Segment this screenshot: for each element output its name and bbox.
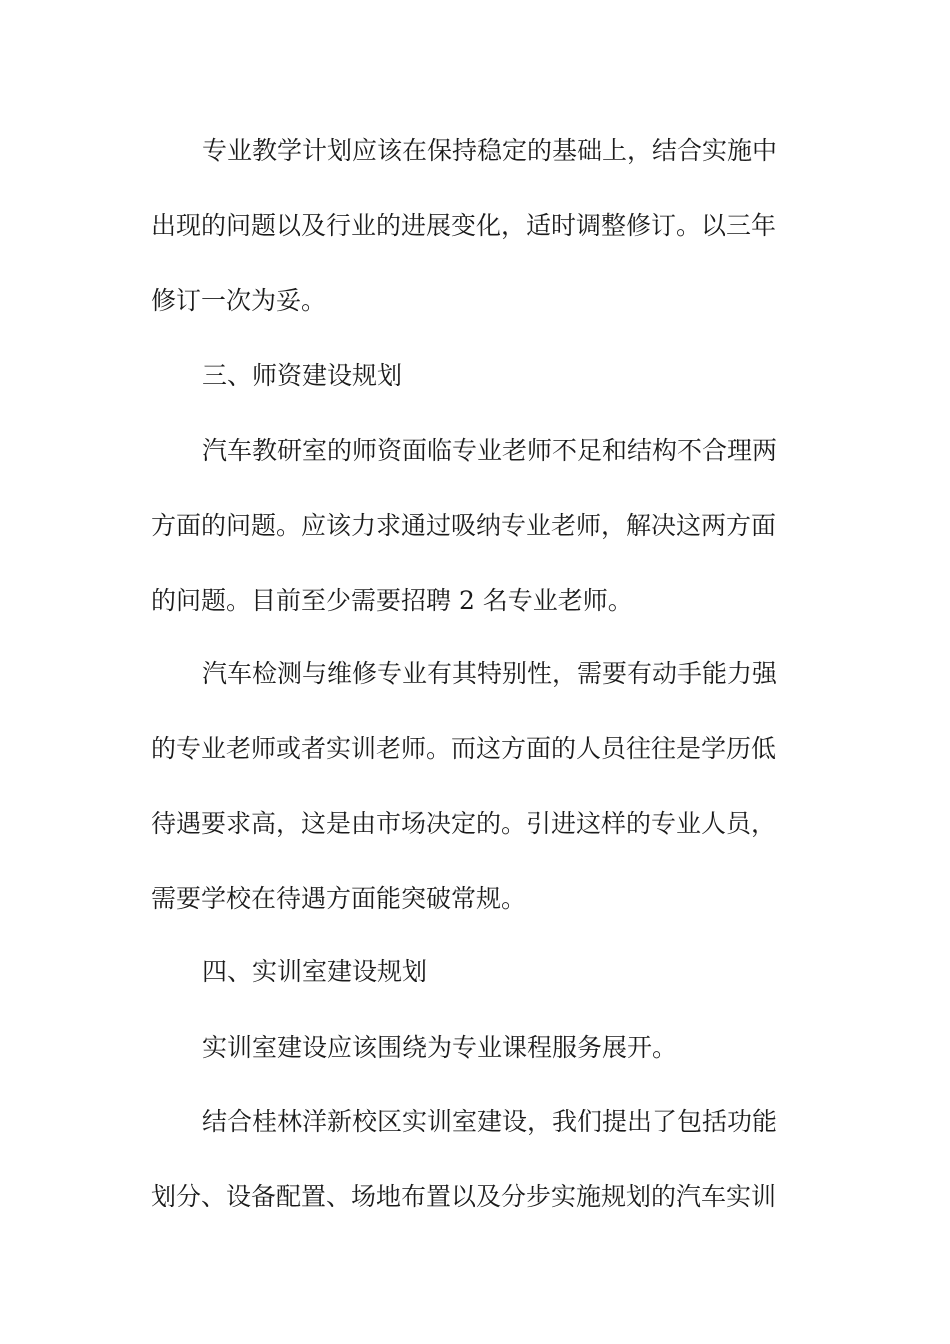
paragraph-line: 的专业老师或者实训老师。而这方面的人员往往是学历低 xyxy=(151,734,777,763)
paragraph-line: 结合桂林洋新校区实训室建设，我们提出了包括功能 xyxy=(202,1107,778,1136)
paragraph-line: 待遇要求高，这是由市场决定的。引进这样的专业人员， xyxy=(151,809,777,838)
paragraph-line: 修订一次为妥。 xyxy=(151,286,327,315)
paragraph-line: 实训室建设应该围绕为专业课程服务展开。 xyxy=(202,1033,678,1062)
paragraph-line: 出现的问题以及行业的进展变化，适时调整修订。以三年 xyxy=(151,211,777,240)
paragraph-line: 的问题。目前至少需要招聘 2 名专业老师。 xyxy=(151,586,633,615)
paragraph-line: 需要学校在待遇方面能突破常规。 xyxy=(151,884,527,913)
paragraph-line: 方面的问题。应该力求通过吸纳专业老师，解决这两方面 xyxy=(151,511,777,540)
paragraph-line: 汽车检测与维修专业有其特别性，需要有动手能力强 xyxy=(202,659,778,688)
paragraph-line: 划分、设备配置、场地布置以及分步实施规划的汽车实训 xyxy=(151,1182,777,1211)
section-heading: 四、实训室建设规划 xyxy=(202,957,428,986)
section-heading: 三、师资建设规划 xyxy=(202,361,403,390)
paragraph-line: 专业教学计划应该在保持稳定的基础上，结合实施中 xyxy=(202,136,778,165)
paragraph-line: 汽车教研室的师资面临专业老师不足和结构不合理两 xyxy=(202,436,778,465)
